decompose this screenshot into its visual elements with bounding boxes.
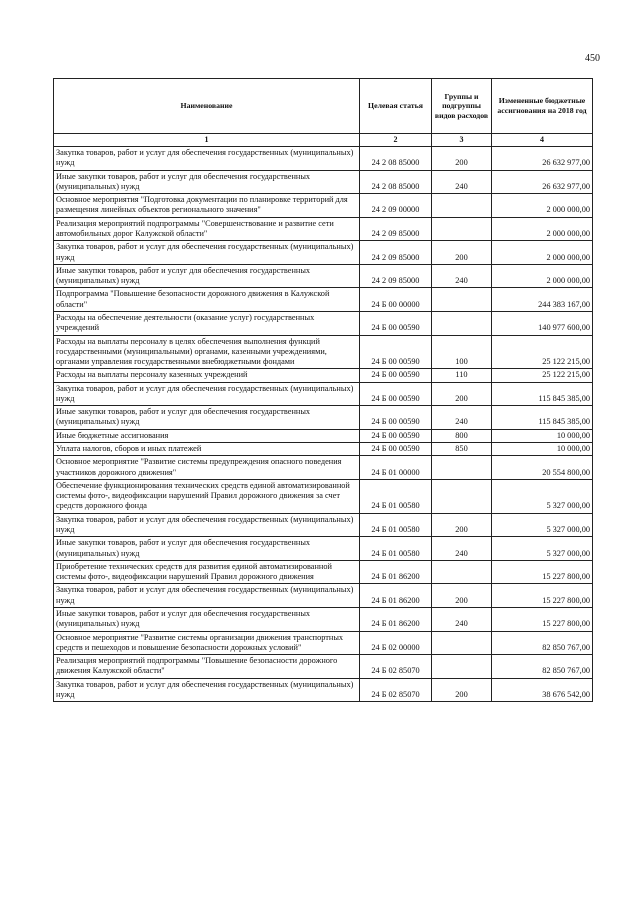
row-name: Расходы на обеспечение деятельности (оказание услуг) государственных учреждений bbox=[54, 311, 360, 335]
row-target-article: 24 Б 01 86200 bbox=[360, 607, 432, 631]
row-amount: 10 000,00 bbox=[492, 443, 593, 456]
row-name: Реализация мероприятий подпрограммы "Совершенствование и развитие сети автомобильных дорог Калужской области" bbox=[54, 217, 360, 241]
row-name: Иные закупки товаров, работ и услуг для обеспечения государственных (муниципальных) нужд bbox=[54, 264, 360, 288]
table-row bbox=[54, 170, 593, 194]
table-row bbox=[54, 382, 593, 406]
row-expense-group bbox=[432, 456, 492, 480]
row-name: Закупка товаров, работ и услуг для обеспечения государственных (муниципальных) нужд bbox=[54, 241, 360, 265]
row-amount: 2 000 000,00 bbox=[492, 194, 593, 218]
row-amount: 5 327 000,00 bbox=[492, 513, 593, 537]
row-name: Уплата налогов, сборов и иных платежей bbox=[54, 443, 360, 456]
row-name: Приобретение технических средств для развития единой автоматизированной системы фото-, видеофиксации нарушений Правил дорожного движения bbox=[54, 560, 360, 584]
row-target-article: 24 Б 01 86200 bbox=[360, 560, 432, 584]
row-amount: 15 227 800,00 bbox=[492, 607, 593, 631]
row-amount: 38 676 542,00 bbox=[492, 678, 593, 702]
column-number: 2 bbox=[360, 134, 432, 147]
row-expense-group bbox=[432, 631, 492, 655]
row-name: Закупка товаров, работ и услуг для обеспечения государственных (муниципальных) нужд bbox=[54, 584, 360, 608]
row-expense-group: 240 bbox=[432, 264, 492, 288]
header-row bbox=[54, 79, 593, 134]
header-target-article: Целевая статья bbox=[360, 79, 432, 134]
row-amount: 5 327 000,00 bbox=[492, 537, 593, 561]
row-amount: 2 000 000,00 bbox=[492, 264, 593, 288]
table-row bbox=[54, 479, 593, 513]
table-row bbox=[54, 147, 593, 171]
row-target-article: 24 Б 00 00590 bbox=[360, 406, 432, 430]
row-name: Расходы на выплаты персоналу в целях обеспечения выполнения функций государственными (муниципальными) органами, казенными учреждениями, органами управления государственными внебюджетными фондами bbox=[54, 335, 360, 369]
header-expense-group: Группы и подгруппы видов расходов bbox=[432, 79, 492, 134]
row-target-article: 24 Б 00 00590 bbox=[360, 382, 432, 406]
table-row bbox=[54, 264, 593, 288]
row-amount: 15 227 800,00 bbox=[492, 560, 593, 584]
row-name: Основное мероприятие "Развитие системы предупреждения опасного поведения участников дорожного движения" bbox=[54, 456, 360, 480]
row-target-article: 24 Б 02 85070 bbox=[360, 655, 432, 679]
row-target-article: 24 Б 00 00590 bbox=[360, 369, 432, 382]
row-name: Иные закупки товаров, работ и услуг для обеспечения государственных (муниципальных) нужд bbox=[54, 170, 360, 194]
row-name: Обеспечение функционирования технических средств единой автоматизированной системы фото-, видеофиксации нарушений Правил дорожного движения за счет средств дорожного фонда bbox=[54, 479, 360, 513]
row-name: Расходы на выплаты персоналу казенных учреждений bbox=[54, 369, 360, 382]
table-row bbox=[54, 513, 593, 537]
table-row bbox=[54, 406, 593, 430]
row-amount: 10 000,00 bbox=[492, 429, 593, 442]
row-amount: 244 383 167,00 bbox=[492, 288, 593, 312]
row-name: Иные закупки товаров, работ и услуг для обеспечения государственных (муниципальных) нужд bbox=[54, 537, 360, 561]
header-amount: Измененные бюджетные ассигнования на 2018 год bbox=[492, 79, 593, 134]
row-expense-group: 850 bbox=[432, 443, 492, 456]
row-expense-group bbox=[432, 311, 492, 335]
budget-table bbox=[53, 78, 593, 702]
row-target-article: 24 2 09 85000 bbox=[360, 241, 432, 265]
table-row bbox=[54, 456, 593, 480]
row-name: Основное мероприятие "Развитие системы организации движения транспортных средств и пешеходов и повышение безопасности дорожных условий" bbox=[54, 631, 360, 655]
row-name: Закупка товаров, работ и услуг для обеспечения государственных (муниципальных) нужд bbox=[54, 382, 360, 406]
row-expense-group: 240 bbox=[432, 537, 492, 561]
row-name: Реализация мероприятий подпрограммы "Повышение безопасности дорожного движения Калужской области" bbox=[54, 655, 360, 679]
row-name: Подпрограмма "Повышение безопасности дорожного движения в Калужской области" bbox=[54, 288, 360, 312]
row-amount: 15 227 800,00 bbox=[492, 584, 593, 608]
row-expense-group: 200 bbox=[432, 678, 492, 702]
row-target-article: 24 Б 01 00580 bbox=[360, 537, 432, 561]
row-name: Закупка товаров, работ и услуг для обеспечения государственных (муниципальных) нужд bbox=[54, 147, 360, 171]
table-row bbox=[54, 560, 593, 584]
row-expense-group bbox=[432, 560, 492, 584]
table-row bbox=[54, 607, 593, 631]
row-expense-group: 200 bbox=[432, 382, 492, 406]
row-name: Основное мероприятия "Подготовка документации по планировке территорий для размещения линейных объектов регионального значения" bbox=[54, 194, 360, 218]
row-target-article: 24 Б 01 00580 bbox=[360, 513, 432, 537]
row-amount: 20 554 800,00 bbox=[492, 456, 593, 480]
table-row bbox=[54, 217, 593, 241]
header-name: Наименование bbox=[54, 79, 360, 134]
row-expense-group: 200 bbox=[432, 513, 492, 537]
row-amount: 2 000 000,00 bbox=[492, 241, 593, 265]
row-expense-group: 200 bbox=[432, 147, 492, 171]
column-number-row bbox=[54, 134, 593, 147]
table-row bbox=[54, 584, 593, 608]
row-target-article: 24 Б 02 85070 bbox=[360, 678, 432, 702]
table-row bbox=[54, 429, 593, 442]
table-row bbox=[54, 288, 593, 312]
row-name: Закупка товаров, работ и услуг для обеспечения государственных (муниципальных) нужд bbox=[54, 513, 360, 537]
row-target-article: 24 Б 00 00590 bbox=[360, 311, 432, 335]
row-expense-group bbox=[432, 479, 492, 513]
row-expense-group: 100 bbox=[432, 335, 492, 369]
table-row bbox=[54, 631, 593, 655]
table-row bbox=[54, 537, 593, 561]
row-amount: 2 000 000,00 bbox=[492, 217, 593, 241]
row-target-article: 24 2 09 85000 bbox=[360, 217, 432, 241]
row-name: Закупка товаров, работ и услуг для обеспечения государственных (муниципальных) нужд bbox=[54, 678, 360, 702]
table-row bbox=[54, 335, 593, 369]
row-expense-group: 240 bbox=[432, 406, 492, 430]
row-name: Иные бюджетные ассигнования bbox=[54, 429, 360, 442]
row-amount: 25 122 215,00 bbox=[492, 369, 593, 382]
row-target-article: 24 2 09 00000 bbox=[360, 194, 432, 218]
row-expense-group: 110 bbox=[432, 369, 492, 382]
row-target-article: 24 Б 01 00000 bbox=[360, 456, 432, 480]
row-expense-group: 200 bbox=[432, 584, 492, 608]
row-expense-group: 240 bbox=[432, 170, 492, 194]
row-expense-group bbox=[432, 655, 492, 679]
row-expense-group bbox=[432, 194, 492, 218]
page-number: 450 bbox=[585, 53, 600, 64]
row-target-article: 24 Б 00 00590 bbox=[360, 335, 432, 369]
table-row bbox=[54, 369, 593, 382]
table-row bbox=[54, 443, 593, 456]
row-target-article: 24 2 08 85000 bbox=[360, 170, 432, 194]
table-row bbox=[54, 678, 593, 702]
row-amount: 25 122 215,00 bbox=[492, 335, 593, 369]
row-target-article: 24 Б 01 86200 bbox=[360, 584, 432, 608]
row-target-article: 24 2 08 85000 bbox=[360, 147, 432, 171]
row-target-article: 24 Б 00 00000 bbox=[360, 288, 432, 312]
row-amount: 82 850 767,00 bbox=[492, 631, 593, 655]
row-amount: 115 845 385,00 bbox=[492, 406, 593, 430]
table-row bbox=[54, 194, 593, 218]
row-expense-group: 240 bbox=[432, 607, 492, 631]
column-number: 1 bbox=[54, 134, 360, 147]
column-number: 3 bbox=[432, 134, 492, 147]
row-amount: 26 632 977,00 bbox=[492, 147, 593, 171]
row-amount: 26 632 977,00 bbox=[492, 170, 593, 194]
row-name: Иные закупки товаров, работ и услуг для обеспечения государственных (муниципальных) нужд bbox=[54, 406, 360, 430]
row-target-article: 24 Б 00 00590 bbox=[360, 443, 432, 456]
row-target-article: 24 Б 02 00000 bbox=[360, 631, 432, 655]
row-amount: 82 850 767,00 bbox=[492, 655, 593, 679]
column-number: 4 bbox=[492, 134, 593, 147]
row-expense-group: 200 bbox=[432, 241, 492, 265]
row-expense-group bbox=[432, 217, 492, 241]
row-amount: 115 845 385,00 bbox=[492, 382, 593, 406]
row-target-article: 24 Б 01 00580 bbox=[360, 479, 432, 513]
row-expense-group: 800 bbox=[432, 429, 492, 442]
row-amount: 5 327 000,00 bbox=[492, 479, 593, 513]
table-row bbox=[54, 311, 593, 335]
row-amount: 140 977 600,00 bbox=[492, 311, 593, 335]
row-target-article: 24 Б 00 00590 bbox=[360, 429, 432, 442]
row-expense-group bbox=[432, 288, 492, 312]
row-name: Иные закупки товаров, работ и услуг для обеспечения государственных (муниципальных) нужд bbox=[54, 607, 360, 631]
row-target-article: 24 2 09 85000 bbox=[360, 264, 432, 288]
table-row bbox=[54, 241, 593, 265]
table-row bbox=[54, 655, 593, 679]
